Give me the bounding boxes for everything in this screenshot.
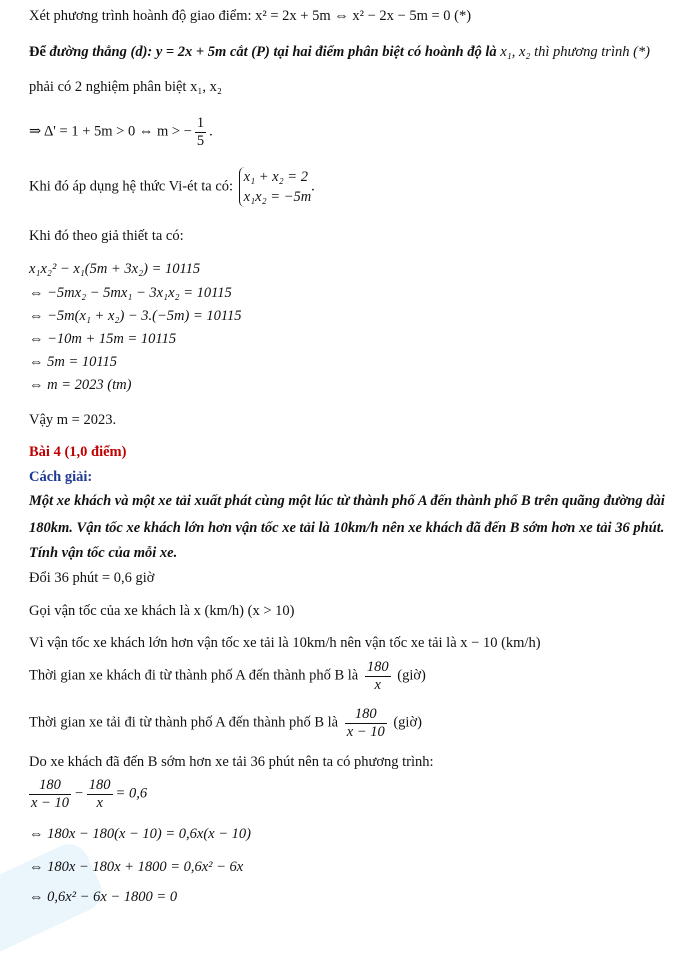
line-hypothesis: Khi đó theo giả thiết ta có: — [29, 228, 184, 244]
line-condition — [29, 45, 650, 60]
equation-3: ⇔ 180x − 180x + 1800 = 0,6x² − 6x — [29, 859, 244, 875]
fraction-denominator: x − 10 — [346, 723, 385, 740]
fraction-180-over-x-minus-10 — [345, 707, 387, 739]
line-truck-speed: Vì vận tốc xe khách lớn hơn vận tốc xe tải là 10km/h nên vận tốc xe tải là x − 10 (km/h) — [29, 635, 541, 651]
line-discriminant: ⇒ Δ' = 1 + 5m > 0 ⇔ m > − $\frac{1}{5}$ . — [29, 115, 213, 149]
bus-time-text: Thời gian xe khách đi từ thành phố A đến thành phố B là — [29, 667, 359, 684]
fraction-numerator: 180 — [366, 659, 389, 675]
line-let-speed: Gọi vận tốc của xe khách là x (km/h) (x > 10) — [29, 603, 295, 619]
step-1: x₁x₂² − x₁(5m + 3x₂) = 10115 — [29, 261, 201, 277]
section-heading-bai4: Bài 4 (1,0 điểm) — [29, 444, 127, 460]
fraction-denominator: x — [96, 794, 103, 811]
bus-time-unit: (giờ) — [397, 667, 426, 684]
line-convert-time: Đổi 36 phút = 0,6 giờ — [29, 570, 155, 586]
fraction-denominator: 5 — [196, 132, 205, 149]
line-conclusion: Vậy m = 2023. — [29, 412, 117, 428]
line-intersection-equation: Xét phương trình hoành độ giao điểm: x² = 2x + 5m ⇔ x² − 2x − 5m = 0 (*) — [29, 8, 472, 24]
step-4: ⇔ −10m + 15m = 10115 — [29, 331, 177, 347]
line-equation-intro: Do xe khách đã đến B sớm hơn xe tải 36 phút nên ta có phương trình: — [29, 754, 434, 770]
problem-line-1: Một xe khách và một xe tải xuất phát cùng một lúc từ thành phố A đến thành phố B trên quãng đường dài — [29, 493, 665, 509]
line-truck-time — [29, 707, 422, 739]
vieta-product: x₁x₂ = −5m — [243, 189, 312, 205]
step-2: ⇔ −5mx₂ − 5mx₁ − 3x₁x₂ = 10115 — [29, 285, 232, 301]
problem-line-3: Tính vận tốc của mỗi xe. — [29, 545, 178, 561]
condition-text: đường thẳng (d): y = 2x + 5m cắt (P) tại hai điểm phân biệt có hoành độ là — [49, 44, 497, 60]
step-6: ⇔ m = 2023 (tm) — [29, 377, 132, 393]
fraction-numerator: 1 — [196, 115, 205, 131]
truck-time-text: Thời gian xe tải đi từ thành phố A đến thành phố B là — [29, 714, 339, 731]
line-two-roots: phải có 2 nghiệm phân biệt x₁, x₂ — [29, 79, 222, 95]
fraction-denominator: x − 10 — [31, 794, 69, 811]
discriminant-text: ⇒ Δ' = 1 + 5m > 0 ⇔ m > − — [29, 123, 192, 140]
fraction-numerator: 180 — [29, 778, 71, 795]
equation-2: ⇔ 180x − 180(x − 10) = 0,6x(x − 10) — [29, 826, 251, 842]
fraction-180-over-x-minus-10 — [29, 778, 71, 810]
fraction-numerator: 180 — [345, 707, 387, 724]
fraction-denominator: x — [374, 676, 381, 693]
equals-value: = 0,6 — [115, 785, 148, 802]
vieta-text: Khi đó áp dụng hệ thức Vi-ét ta có: — [29, 178, 234, 195]
condition-prefix: Để — [29, 44, 50, 60]
condition-roots: x₁, x₂ thì phương trình (*) — [500, 44, 651, 60]
truck-time-unit: (giờ) — [393, 714, 422, 731]
step-3: ⇔ −5m(x₁ + x₂) − 3.(−5m) = 10115 — [29, 308, 242, 324]
equation-1 — [29, 778, 147, 810]
fraction-180-over-x — [365, 660, 391, 692]
minus-sign: − — [73, 785, 84, 802]
vieta-sum: x₁ + x₂ = 2 — [243, 169, 308, 185]
solution-label: Cách giải: — [29, 469, 93, 485]
line-vieta: Khi đó áp dụng hệ thức Vi-ét ta có: x₁ + x₂ = 2 x₁x₂ = −5m . — [29, 169, 315, 205]
equation-4: ⇔ 0,6x² − 6x − 1800 = 0 — [29, 889, 178, 905]
problem-line-2: 180km. Vận tốc xe khách lớn hơn vận tốc xe tải là 10km/h nên xe khách đã đến B sớm hơn xe tải 36 phút. — [29, 520, 665, 536]
fraction-one-fifth — [195, 116, 206, 148]
vieta-system — [239, 167, 312, 207]
fraction-numerator: 180 — [88, 777, 111, 793]
step-5: ⇔ 5m = 10115 — [29, 354, 118, 370]
line-bus-time — [29, 660, 426, 692]
fraction-180-over-x — [87, 778, 113, 810]
